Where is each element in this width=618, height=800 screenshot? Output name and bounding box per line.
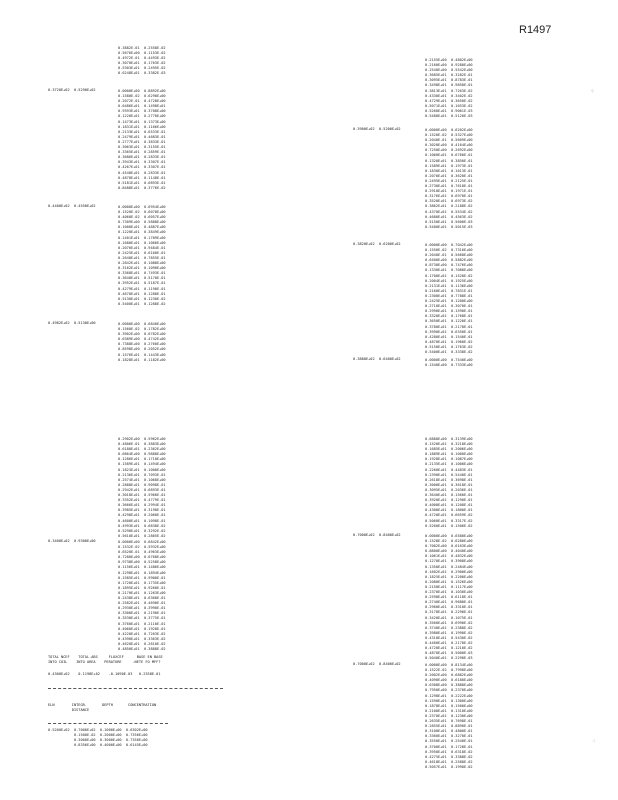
data-row: 0.5400E+01 0.1288E-02 [118,301,166,306]
data-row: 0.6400E+00 0.5882E+00 [425,258,473,263]
data-row: 0.5200E+02 0.7000E+02 0.1000E+00 0.6302E+00 [48,728,148,732]
data-row: 0.1061E+01 0.4832E+00 [425,554,473,559]
data-row: 0.1560E-02 0.1782E+00 [118,327,166,332]
data-row: 0.5150E+01 0.1763E-02 [425,344,473,349]
data-block [425,663,473,770]
data-row: 0.7950E+00 0.2370E+00 [425,688,473,693]
data-row: 0.3740E+01 0.2388E-02 [425,625,473,630]
data-row: 0.1685E+01 0.2006E+00 [425,447,473,452]
data-row: 0.4618E+01 0.2588E-02 [425,759,473,764]
data-row: 0.2133E+01 0.6533E-01 [118,129,166,134]
data-row: 0.1220E+01 0.3849E+00 [118,230,166,235]
data-row: 0.5060E+01 0.3317E-02 [425,518,473,523]
data-row: 0.5040E+01 0.2290E-03 [425,656,473,661]
data-row: 0.2370E+01 0.1030E+00 [425,590,473,595]
data-row: 0.8730E+00 0.7476E+00 [425,263,473,268]
data-row: 0.3000E+00 0.3000E+00 0.7356E+00 [48,738,148,743]
data-row: 0.3070E+01 0.1763E-02 [118,61,166,66]
data-row: 0.3320E+01 0.1768E-01 [425,314,473,319]
data-row: 0.1602E+01 0.2900E+00 [425,569,473,574]
data-row: 0.4330E+01 0.3402E-02 [425,93,473,98]
data-row: 0.9738E+00 0.5258E+00 [118,560,166,565]
data-row: 0.3520E+01 0.6973E-02 [425,199,473,204]
data-row: 0.1350E+01 0.2484E+00 [425,564,473,569]
data-block [425,358,473,368]
data-row: 0.4720E+01 0.1210E-02 [425,646,473,651]
data-row: 0.0000E+00 0.8892E+00 [118,89,166,93]
block-header: 0.7000E+02 0.8400E+02 [353,662,401,666]
data-row: 0.2425E+01 0.6160E-01 [118,250,166,255]
data-row: 0.2160E+00 0.9280E+00 [425,63,473,68]
data-row: 0.5400E+01 0.5015E-03 [425,224,473,229]
data-row: 0.2100E+01 0.1310E+00 [425,708,473,713]
page-id: R1497 [519,24,552,36]
data-row: 0.3760E+01 0.2110E-01 [118,621,166,626]
data-row: 0.3560E+01 0.6990E-02 [425,620,473,625]
data-row: 0.2942E+01 0.6893E-01 [118,487,166,492]
data-block [425,128,473,230]
data-row: 0.9393E+01 0.3708E+00 [118,109,166,114]
data-row: 0.2300E+01 0.7788E-01 [425,293,473,298]
data-row: 0.2425E+01 0.1200E+00 [425,299,473,304]
data-row: 0.1576E+01 0.1443E+00 [118,352,166,357]
data-row: 0.4620E+01 0.2610E-02 [118,641,166,646]
data-row: 0.1700E+01 0.1520E-02 [425,273,473,278]
data-row: 0.1580E-02 0.6290E+00 [118,94,166,99]
data-row: 0.3178E+01 0.2290E-01 [425,610,473,615]
data-row: 0.3700E+01 0.1728E-01 [425,744,473,749]
data-row: 0.4720E+01 0.6659E-02 [425,513,473,518]
data-row: 0.4600E+01 0.1098E-01 [118,518,166,523]
data-row: 0.4060E-02 0.6057E+00 [118,215,166,220]
data-row: 0.2040E-01 0.5668E+00 [425,253,473,258]
data-row: 0.3952E+01 0.5187E-01 [118,281,166,286]
data-row: 0.2479E+01 0.4683E-01 [118,134,166,139]
data-row: 0.0000E+00 0.7042E+00 [425,243,473,247]
data-row: 0.0000E+00 0.6842E+00 [118,540,166,544]
data-block [425,534,473,661]
block-header: 0.7000E+02 0.8400E+02 [353,533,401,537]
data-row: 0.8598E+00 0.2052E+00 [118,347,166,352]
data-row: 0.2990E+01 0.1590E-01 [425,309,473,314]
data-row: 0.0000E+00 0.6580E+00 [425,534,473,538]
data-row: 0.3368E+01 0.7493E-01 [118,271,166,276]
data-row: 0.5400E+01 0.3338E-02 [425,349,473,354]
data-row: 0.1520E-02 0.5327E+00 [425,133,473,138]
data-block [48,728,148,748]
data-row: 0.1473E+01 0.1373E+00 [118,119,166,124]
data-row: 0.4729E+01 0.3650E-02 [425,98,473,103]
data-row: 0.2910E+01 0.1971E-01 [425,189,473,194]
data-row: 0.2160E+01 0.7831E-01 [425,288,473,293]
data-row: 0.1895E+01 0.9260E-01 [118,585,166,590]
data-row: 0.6864E+00 0.9888E+00 [118,452,166,457]
data-row: 0.1532E-02 0.5932E+00 [118,545,166,550]
data-row: 0.8800E+00 0.4040E+00 [425,549,473,554]
data-row: 0.1830E+01 0.1613E-01 [425,168,473,173]
data-row: 0.3498E+01 0.9850E-01 [425,83,473,88]
data-row: 0.3943E+01 0.3307E-01 [118,160,166,165]
data-row: 0.4275E+01 0.3388E-02 [425,754,473,759]
data-row: 0.2648E+01 0.7855E-01 [118,255,166,260]
data-row: 0.1831E+01 0.1166E+00 [118,124,166,129]
data-row: 0.1585E+01 0.9900E-01 [118,575,166,580]
data-row: 0.3176E+01 0.6970E-01 [425,194,473,199]
data-row: 0.3063E+01 0.3155E-01 [118,145,166,150]
data-block [118,322,166,363]
data-row: 0.2777E+01 0.3833E-01 [118,139,166,144]
data-row: 0.8356E+00 0.4000E+00 0.6145E+00 [48,743,148,748]
data-row: 0.3530E+01 0.3775E-01 [118,616,166,621]
data-row: 0.2540E+00 0.5542E+00 [425,68,473,73]
data-row: 0.6880E+00 0.3139E+00 [425,437,473,441]
data-row: 0.2040E-01 0.5609E+00 [425,138,473,143]
block-header: 0.3400E+02 0.9300E+00 [48,539,96,543]
data-row: 0.4000E+01 0.1208E-01 [425,503,473,508]
data-row: 0.2618E+01 0.3698E-01 [425,477,473,482]
data-row: 0.2495E+01 0.2125E-01 [425,178,473,183]
data-row: 0.1889E+01 0.1000E+00 [425,452,473,457]
data-row: 0.7280E+00 0.6768E+00 [118,555,166,560]
block-header: 0.3720E+02 0.5290E+02 [48,88,96,92]
data-row: 0.3020E+00 0.4164E+00 [425,143,473,148]
data-row: 0.2635E+01 0.7698E-01 [425,719,473,724]
data-block [425,58,473,119]
data-row: 0.3685E+01 0.3282E-01 [425,73,473,78]
table-headers: ELN INTEGR. DEPTH CONCENTRATION DISTANCE [48,703,157,712]
data-row: 0.2155E+00 0.4802E+00 [425,58,473,62]
data-row: 0.1401E+01 0.1789E+00 [118,235,166,240]
data-row: 0.0000E+00 0.6954E+00 [118,205,166,209]
data-row: 0.4993E+01 0.6838E-02 [118,523,166,528]
data-row: 0.4870E+01 0.5000E-03 [425,651,473,656]
data-row: 0.4267E+01 0.3307E-01 [118,165,166,170]
data-block [118,437,166,539]
data-row: 0.3686E+01 0.2833E-01 [118,155,166,160]
data-row: 0.1823E+01 0.1000E+00 [118,467,166,472]
data-row: 0.2260E+01 0.4483E-01 [425,467,473,472]
data-row: 0.3360E+01 0.3270E-01 [425,734,473,739]
data-row: 0.3666E+01 0.2994E-01 [118,503,166,508]
data-row: 0.3550E+01 0.2540E-01 [425,739,473,744]
data-row: 0.3862E+01 0.2188E-02 [425,204,473,209]
data-row: 0.2131E+01 0.1136E+00 [425,283,473,288]
data-row: 0.3300E+01 0.2190E-01 [118,611,166,616]
data-row: 0.1589E+01 0.1973E-01 [425,163,473,168]
data-row: 0.1520E+01 0.3218E+00 [425,442,473,447]
data-block [118,540,166,652]
divider [48,688,223,689]
data-row: 0.3162E+01 0.1090E+00 [118,266,166,271]
summary-headers: TOTAL NCEF TOTAL-ABS FLUXCEF BASE EN BASE INTO COIL INTO AREA PERATURE -NETE FO MFF? [48,655,163,664]
data-row: 0.5071E+01 0.1653E-02 [425,103,473,108]
data-row: 0.4680E+01 0.4563E-02 [425,214,473,219]
summary-values: 0.4300E+02 0.1198E+02 -0.1090E-03 0.2358E-01 [48,672,161,676]
data-row: 0.1298E+01 0.2222E+00 [425,693,473,698]
data-row: 0.5150E+01 0.5600E-03 [425,219,473,224]
data-row: 0.1270E+01 0.3908E+00 [425,559,473,564]
data-row: 0.5303E+01 0.2495E-02 [118,66,166,71]
data-row: 0.3365E+01 0.2859E-01 [118,150,166,155]
data-row: 0.1320E+01 0.3850E-01 [425,158,473,163]
data-row: 0.7309E+00 0.5888E+00 [118,220,166,225]
data-row: 0.5181E+01 0.6893E-01 [118,180,166,185]
data-row: 0.4300E+01 0.1800E-01 [425,508,473,513]
block-header: 0.4400E+02 0.4550E+02 [48,204,96,208]
data-row: 0.3352E+01 0.4779E-01 [118,498,166,503]
data-row: 0.1825E+01 0.2200E+00 [425,574,473,579]
data-row: 0.0000E+00 0.6840E+00 [118,322,166,326]
data-row: 0.3902E+00 0.6782E+00 [118,332,166,337]
data-row: 0.4972E-01 0.4493E-02 [118,56,166,61]
data-row: 0.3780E+01 0.2178E-01 [425,324,473,329]
data-row: 0.2574E+01 0.1068E+00 [118,477,166,482]
data-row: 0.2080E+01 0.1526E+00 [425,579,473,584]
data-row: 0.0000E+00 0.6202E+00 [425,128,473,132]
data-row: 0.0000E+00 0.7540E+00 [425,358,473,362]
data-row: 0.7250E+00 0.2692E+00 [425,148,473,153]
data-row: 0.1330E+01 0.7088E+00 [425,268,473,273]
data-row: 0.6308E+00 0.3888E+00 [425,683,473,688]
data-row: 0.4220E+01 0.7263E-02 [118,631,166,636]
data-row: 0.1522E-02 0.7998E+00 [425,668,473,673]
data-block [425,243,473,355]
data-row: 0.7002E+00 0.6163E+00 [425,544,473,549]
data-row: 0.2076E+01 0.9484E-01 [118,245,166,250]
data-row: 0.2135E+01 0.1000E+00 [425,462,473,467]
data-row: 0.0000E+00 0.8134E+00 [425,663,473,667]
data-row: 0.2390E+01 0.5440E-01 [425,472,473,477]
data-row: 0.2598E+01 0.6118E-01 [425,595,473,600]
data-block [118,46,166,77]
scan-mark: ⁘ [590,88,596,95]
data-row: 0.2070E+01 0.3620E-01 [425,173,473,178]
data-row: 0.2072E-01 0.4728E+00 [118,99,166,104]
data-row: 0.3920E+01 0.1290E-01 [425,498,473,503]
data-row: 0.2002E+00 0.6882E+00 [425,673,473,678]
data-row: 0.1520E-02 0.6078E+00 [118,210,166,215]
data-row: 0.3640E+01 0.1560E-01 [425,493,473,498]
block-header: 0.3880E+02 0.6400E+02 [353,357,401,361]
data-row: 0.1680E+01 0.1066E+00 [118,240,166,245]
data-row: 0.1528E-02 0.6280E+00 [425,539,473,544]
data-row: 0.6180E+01 0.2362E+00 [118,447,166,452]
data-row: 0.5676E+00 0.1153E-02 [118,51,166,56]
data-row: 0.1156E+01 0.1486E+00 [118,565,166,570]
data-row: 0.5260E+01 0.1506E-02 [425,523,473,528]
data-row: 0.2888E+01 0.9098E-01 [118,482,166,487]
data-row: 0.1720E+01 0.1735E+00 [118,580,166,585]
data-row: 0.2004E+01 0.1925E+00 [425,278,473,283]
data-row: 0.3990E+01 0.6350E-01 [425,329,473,334]
data-row: 0.3095E+01 0.8783E-01 [425,78,473,83]
scan-mark: ⁖ [592,738,596,745]
data-row: 0.4390E+01 0.3363E-02 [118,636,166,641]
data-row: 0.1550E-02 0.7316E+00 [425,248,473,253]
divider [48,723,168,724]
data-row: 0.2438E+01 0.6360E-01 [118,596,166,601]
data-row: 0.2730E+01 0.7618E-01 [425,184,473,189]
data-row: 0.4279E+01 0.1190E-01 [118,286,166,291]
data-row: 0.3813E+01 0.7263E-02 [425,88,473,93]
data-row: 0.6486E+01 0.1498E+01 [118,104,166,109]
data-row: 0.5290E+01 0.3292E-02 [118,528,166,533]
data-row: 0.1060E+01 0.6760E-01 [425,153,473,158]
data-row: 0.1500E-02 0.2000E+00 0.7356E+00 [48,733,148,738]
data-row: 0.1878E+01 0.1500E+00 [425,703,473,708]
data-row: 0.2855E+01 0.8890E-01 [425,724,473,729]
data-row: 0.3950E+01 0.6318E-02 [425,749,473,754]
data-row: 0.3420E+01 0.1075E-01 [425,615,473,620]
data-row: 0.1298E+01 0.1894E+00 [118,570,166,575]
data-row: 0.3000E+01 0.3618E-01 [425,482,473,487]
data-row: 0.8488E+01 0.3776E-02 [118,185,166,190]
data-row: 0.1286E+01 0.1718E+00 [118,457,166,462]
data-row: 0.4878E+01 0.1148E-01 [118,175,166,180]
data-row: 0.6389E+00 0.4742E+00 [118,337,166,342]
data-row: 0.1590E+01 0.1300E+00 [425,698,473,703]
data-block [425,437,473,529]
data-row: 0.4060E+01 0.1928E-01 [118,626,166,631]
data-row: 0.2902E+00 0.5962E+00 [118,437,166,441]
data-row: 0.1589E+01 0.1494E+00 [118,462,166,467]
data-row: 0.2150E+01 0.1117E+00 [425,584,473,589]
data-row: 0.6248E+01 0.3382E-03 [118,71,166,76]
data-row: 0.4280E+01 0.1540E-01 [425,334,473,339]
data-row: 0.3980E+01 0.1990E-02 [425,630,473,635]
data-row: 0.1220E+01 0.2770E+00 [118,114,166,119]
data-row: 0.4090E+00 0.6180E+00 [425,678,473,683]
data-row: 0.1928E+01 0.1087E+00 [425,457,473,462]
data-row: 0.3985E+01 0.3198E-01 [118,508,166,513]
data-row: 0.5260E+01 0.9061E-03 [425,108,473,113]
data-row: 0.2740E+01 0.9680E-01 [425,600,473,605]
data-row: 0.2170E+01 0.1263E+00 [118,590,166,595]
data-row: 0.3650E+01 0.1220E-01 [425,319,473,324]
data-row: 0.3095E+01 0.2036E-01 [425,487,473,492]
data-row: 0.3648E+01 0.5170E-01 [118,276,166,281]
data-row: 0.4370E+01 0.5534E-02 [425,209,473,214]
data-row: 0.7388E+00 0.2760E+00 [118,342,166,347]
data-row: 0.2582E+01 0.4690E-01 [118,601,166,606]
data-row: 0.4870E+01 0.1960E-02 [425,339,473,344]
data-row: 0.5610E+01 0.2865E-02 [118,533,166,538]
data-row: 0.2136E+01 0.7093E-01 [118,472,166,477]
data-row: 0.4548E+01 0.2833E-01 [118,170,166,175]
data-row: 0.2370E+01 0.1230E+00 [425,713,473,718]
data-row: 0.3882E-01 0.2558E-02 [118,46,166,50]
data-row: 0.2960E+01 0.3310E-01 [425,605,473,610]
data-row: 0.5057E+01 0.1990E-02 [425,764,473,769]
data-row: 0.4460E+01 0.2178E-02 [425,640,473,645]
block-header: 0.3820E+02 0.6200E+02 [353,242,401,246]
data-row: 0.4850E+01 0.3888E-02 [118,646,166,651]
data-row: 0.2930E+01 0.3990E-01 [118,606,166,611]
data-row: 0.2842E+01 0.1080E+00 [118,261,166,266]
block-header: 0.3900E+02 0.5200E+02 [353,127,401,131]
data-row: 0.1540E+00 0.7333E+00 [425,363,473,368]
data-row: 0.1828E+01 0.1182E+00 [118,357,166,362]
data-row: 0.2710E+01 0.3070E-01 [425,304,473,309]
data-row: 0.3018E+01 0.5960E-01 [118,493,166,498]
data-block [118,205,166,307]
data-row: 0.4806E-01 0.3883E+00 [118,442,166,447]
data-row: 0.4670E+01 0.1288E-01 [118,291,166,296]
data-row: 0.3100E+01 0.4800E-01 [425,729,473,734]
block-header: 0.4982E+02 0.5130E+00 [48,321,96,325]
data-row: 0.5130E+01 0.1230E-02 [118,296,166,301]
data-row: 0.4310E+01 0.5430E-02 [425,635,473,640]
data-row: 0.4298E+01 0.2060E-01 [118,513,166,518]
data-row: 0.1000E+01 0.4887E+00 [118,225,166,230]
data-row: 0.6520E-01 0.4963E+00 [118,550,166,555]
data-block [118,89,166,191]
data-row: 0.5480E+01 0.5120E-03 [425,114,473,119]
